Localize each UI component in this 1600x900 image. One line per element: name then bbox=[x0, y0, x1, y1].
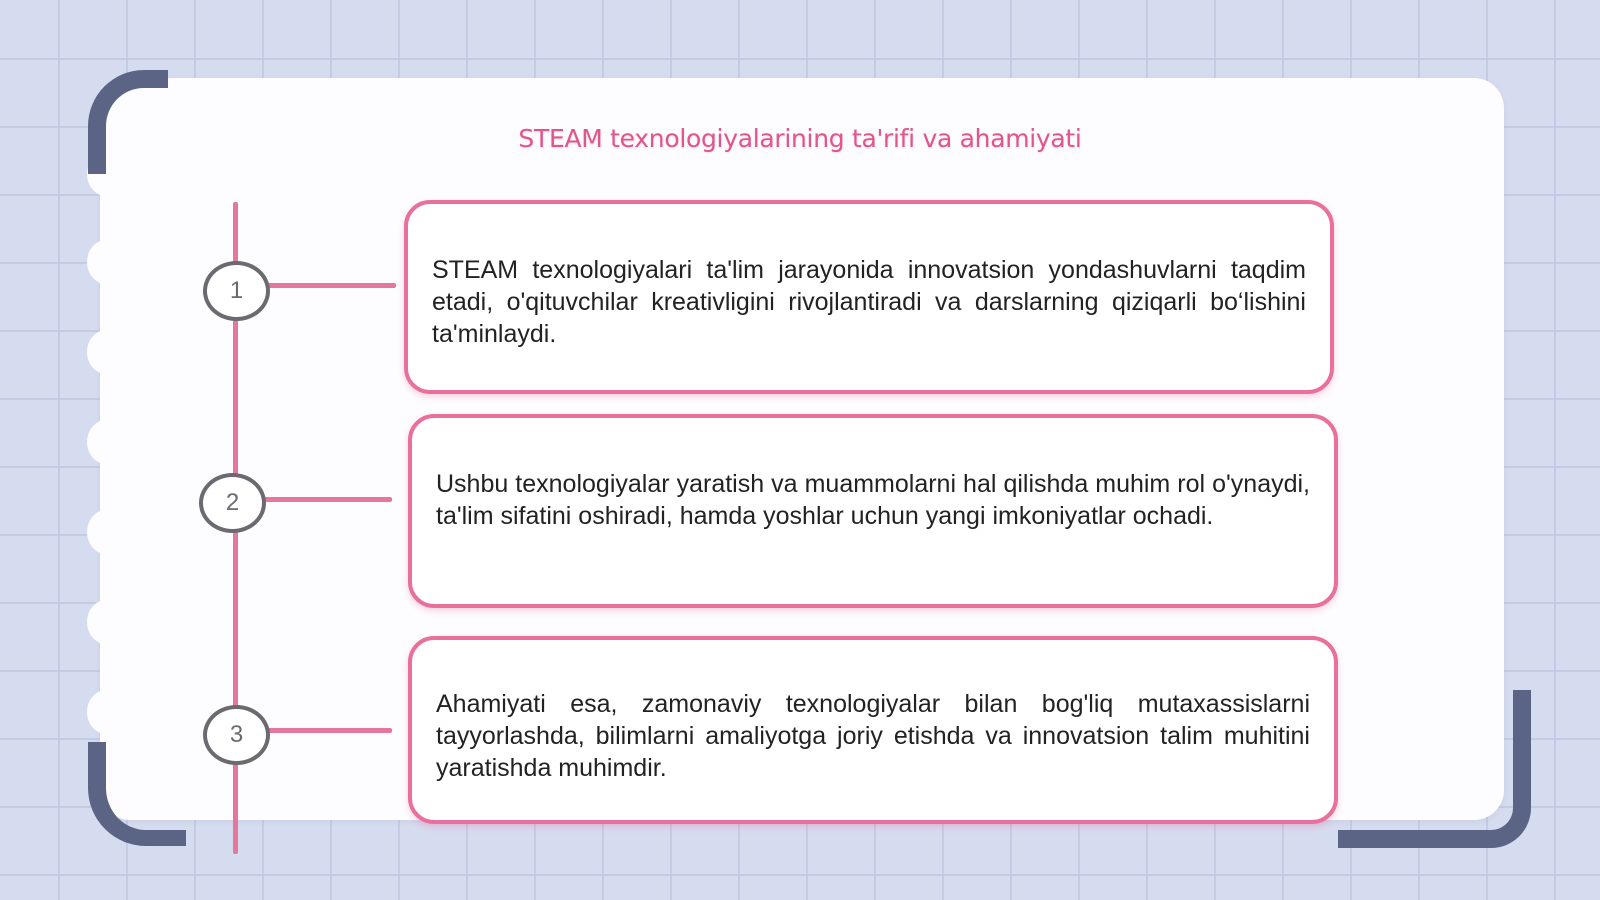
card-scallop bbox=[87, 330, 125, 374]
slide-title: STEAM texnologiyalarining ta'rifi va ahamiyati bbox=[518, 124, 1082, 153]
info-box-3 bbox=[408, 636, 1338, 824]
card-scallop bbox=[87, 240, 125, 284]
frame-corner-bottom-right bbox=[1338, 690, 1531, 848]
frame-corner-bottom-left bbox=[88, 742, 186, 846]
info-box-1 bbox=[404, 200, 1334, 394]
info-text-2: Ushbu texnologiyalar yaratish va muammolarni hal qilishda muhim rol o'ynaydi, ta'lim sifatini oshiradi, hamda yoshlar uchun yangi imkoniyatlar ochadi. bbox=[436, 470, 1310, 530]
card-scallop bbox=[87, 600, 125, 644]
timeline-connector bbox=[266, 728, 392, 733]
timeline-connector bbox=[266, 283, 396, 288]
info-text-3: Ahamiyati esa, zamonaviy texnologiyalar bilan bog'liq mutaxassislarni tayyorlashda, bilimlarni amaliyotga joriy etishda va innovatsion talim muhitini yaratishda muhimdir. bbox=[436, 690, 1310, 782]
frame-corner-top-left bbox=[88, 70, 168, 174]
card-scallop bbox=[87, 510, 125, 554]
step-number-1: 1 bbox=[203, 261, 270, 321]
info-text-1: STEAM texnologiyalari ta'lim jarayonida innovatsion yondashuvlarni taqdim etadi, o'qituvchilar kreativligini rivojlantiradi va darslarning qiziqarli bo‘lishini ta'minlaydi. bbox=[432, 256, 1306, 348]
info-box-2 bbox=[408, 414, 1338, 608]
step-number-3: 3 bbox=[203, 705, 270, 765]
card-scallop bbox=[87, 690, 125, 734]
card-scallop bbox=[87, 420, 125, 464]
timeline-connector bbox=[262, 497, 392, 502]
step-number-2: 2 bbox=[199, 473, 266, 533]
